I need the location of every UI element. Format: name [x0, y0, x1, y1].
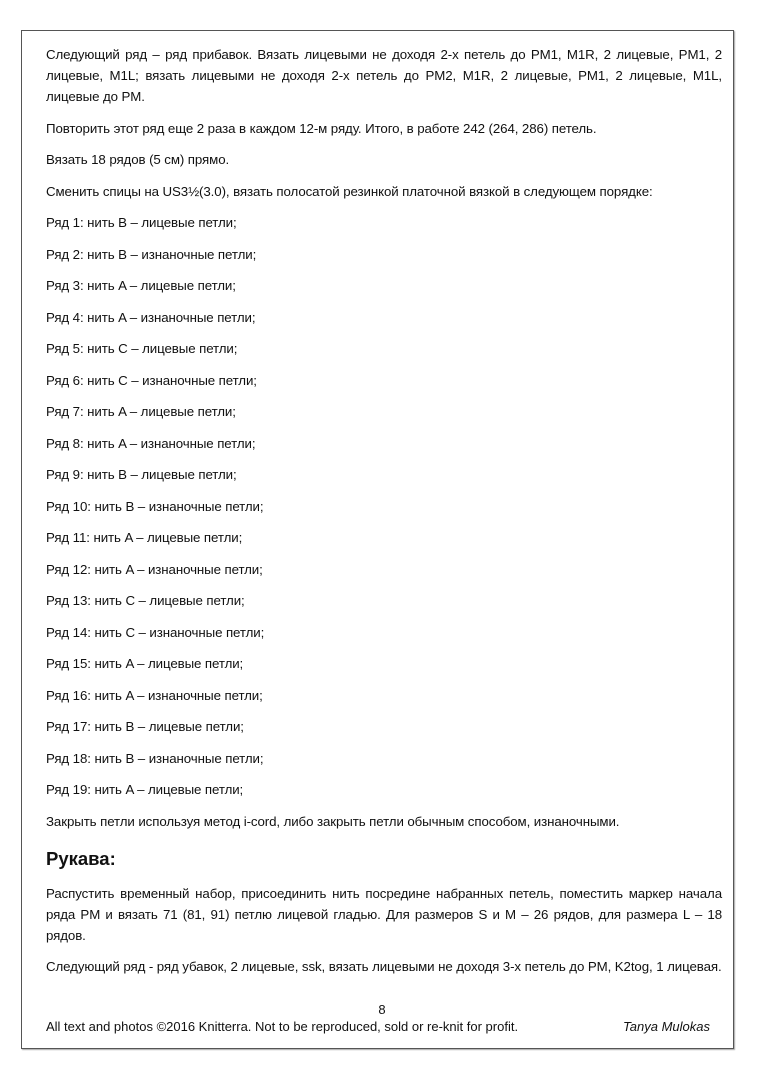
- row-item: Ряд 17: нить B – лицевые петли;: [46, 719, 244, 734]
- row-item: Ряд 14: нить C – изнаночные петли;: [46, 624, 265, 640]
- author-name: Tanya Mulokas: [623, 1019, 710, 1034]
- row-item: Ряд 15: нить A – лицевые петли;: [46, 656, 244, 671]
- row-item: Ряд 4: нить A – изнаночные петли;: [46, 309, 256, 325]
- paragraph-knit-straight: Вязать 18 рядов (5 см) прямо.: [46, 152, 230, 167]
- page-footer: [46, 1019, 722, 1035]
- row-item: Ряд 11: нить A – лицевые петли;: [46, 530, 243, 545]
- document-content: [46, 44, 722, 988]
- row-item: Ряд 18: нить B – изнаночные петли;: [46, 750, 264, 766]
- row-item: Ряд 10: нить B – изнаночные петли;: [46, 498, 264, 514]
- row-item: Ряд 12: нить A – изнаночные петли;: [46, 561, 263, 577]
- row-item: Ряд 19: нить A – лицевые петли;: [46, 782, 244, 797]
- paragraph-increase-row: Следующий ряд – ряд прибавок. Вязать лицевыми не доходя 2-х петель до PM1, M1R, 2 лицевые, PM1, 2 лицевые, M1L; вязать лицевыми не доходя 2-х петель до PM2, M1R, 2 лицевые, PM1, 2 лицевые, M1L, лицевые до PM.: [46, 47, 722, 104]
- stripe-row-list: [46, 212, 722, 800]
- section-heading-sleeves: Рукава:: [46, 847, 116, 869]
- copyright-notice: All text and photos ©2016 Knitterra. Not to be reproduced, sold or re-knit for profit.: [46, 1019, 519, 1034]
- row-item: Ряд 13: нить C – лицевые петли;: [46, 593, 245, 608]
- paragraph-change-needles: Сменить спицы на US3½(3.0), вязать полосатой резинкой платочной вязкой в следующем порядке:: [46, 183, 653, 199]
- row-item: Ряд 6: нить C – изнаночные петли;: [46, 372, 257, 388]
- row-item: Ряд 7: нить A – лицевые петли;: [46, 404, 236, 419]
- row-item: Ряд 2: нить B – изнаночные петли;: [46, 246, 257, 262]
- page-number: 8: [378, 1002, 386, 1017]
- row-item: Ряд 3: нить A – лицевые петли;: [46, 278, 236, 293]
- row-item: Ряд 1: нить B – лицевые петли;: [46, 215, 237, 230]
- row-item: Ряд 16: нить A – изнаночные петли;: [46, 687, 263, 703]
- row-item: Ряд 5: нить C – лицевые петли;: [46, 341, 238, 356]
- paragraph-sleeves-start: Распустить временный набор, присоединить нить посредине набранных петель, поместить маркер начала ряда PM и вязать 71 (81, 91) петлю лицевой гладью. Для размеров S и M – 26 рядов, для размера L – 18 рядов.: [46, 885, 722, 943]
- paragraph-bind-off: Закрыть петли используя метод i-cord, либо закрыть петли обычным способом, изнаночными.: [46, 813, 620, 829]
- row-item: Ряд 9: нить B – лицевые петли;: [46, 467, 237, 482]
- row-item: Ряд 8: нить A – изнаночные петли;: [46, 435, 256, 451]
- paragraph-repeat: Повторить этот ряд еще 2 раза в каждом 12-м ряду. Итого, в работе 242 (264, 286) петель.: [46, 120, 597, 136]
- paragraph-decrease-row: Следующий ряд - ряд убавок, 2 лицевые, ssk, вязать лицевыми не доходя 3-х петель до PM, K2tog, 1 лицевая.: [46, 959, 722, 974]
